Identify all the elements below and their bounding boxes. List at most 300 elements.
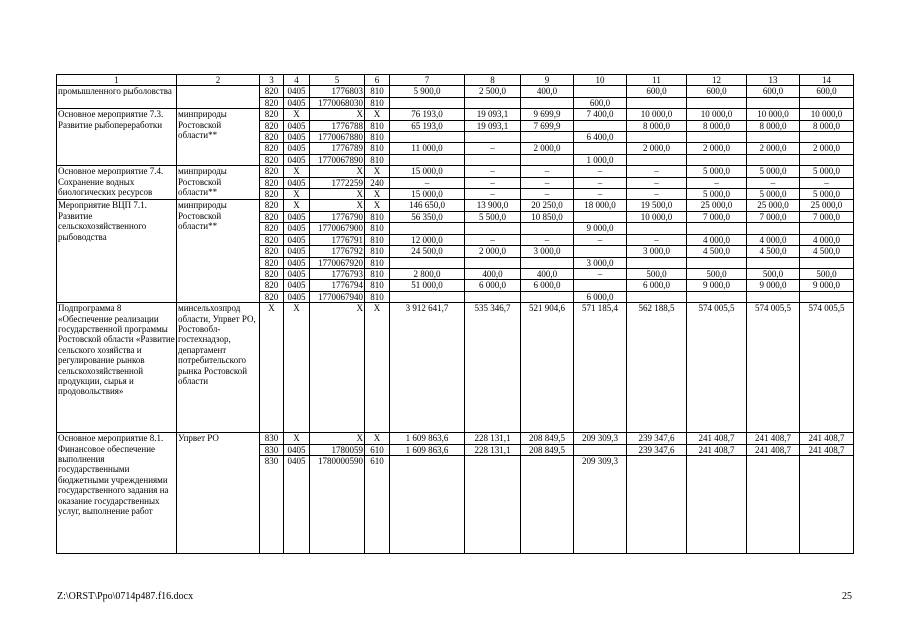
value-cell: 500,0 — [747, 268, 800, 279]
value-cell: 7 000,0 — [800, 211, 854, 222]
page-number: 25 — [842, 591, 852, 602]
agency-cell: минприроды Ростовской области** — [177, 166, 260, 200]
value-cell — [390, 223, 465, 234]
value-cell: 4 500,0 — [747, 246, 800, 257]
code-cell: 810 — [365, 154, 390, 165]
code-cell: X — [310, 200, 365, 211]
value-cell: 500,0 — [627, 268, 687, 279]
code-cell: 810 — [365, 280, 390, 291]
value-cell: 56 350,0 — [390, 211, 465, 222]
code-cell: 810 — [365, 291, 390, 302]
value-cell: 574 005,5 — [800, 303, 854, 433]
code-cell: 0405 — [284, 211, 310, 222]
code-cell: 820 — [260, 280, 284, 291]
code-cell: 0405 — [284, 291, 310, 302]
value-cell: 5 000,0 — [800, 189, 854, 200]
agency-cell: минприроды Ростовской области** — [177, 109, 260, 166]
value-cell: 5 000,0 — [687, 189, 747, 200]
code-cell: 0405 — [284, 444, 310, 455]
value-cell — [465, 132, 521, 143]
value-cell — [574, 246, 627, 257]
value-cell: 6 000,0 — [574, 291, 627, 302]
value-cell — [687, 132, 747, 143]
table-row — [57, 109, 854, 120]
value-cell — [627, 154, 687, 165]
value-cell — [687, 154, 747, 165]
value-cell: 600,0 — [627, 86, 687, 97]
header-cell: 8 — [465, 75, 521, 86]
code-cell: 0405 — [284, 268, 310, 279]
value-cell: – — [521, 234, 574, 245]
value-cell: 2 000,0 — [465, 246, 521, 257]
value-cell — [465, 154, 521, 165]
code-cell: X — [365, 109, 390, 120]
code-cell: 1780000590 — [310, 455, 365, 553]
value-cell: – — [521, 189, 574, 200]
code-cell: 1776791 — [310, 234, 365, 245]
value-cell — [800, 132, 854, 143]
value-cell: 25 000,0 — [800, 200, 854, 211]
header-cell: 7 — [390, 75, 465, 86]
value-cell: 9 000,0 — [747, 280, 800, 291]
code-cell: 810 — [365, 211, 390, 222]
code-cell: 610 — [365, 455, 390, 553]
value-cell: 241 408,7 — [687, 433, 747, 444]
value-cell: 209 309,3 — [574, 455, 627, 553]
header-row — [57, 75, 854, 86]
code-cell: 1776788 — [310, 120, 365, 131]
value-cell — [390, 97, 465, 108]
value-cell — [574, 280, 627, 291]
value-cell: 8 000,0 — [687, 120, 747, 131]
header-cell: 6 — [365, 75, 390, 86]
value-cell: 500,0 — [800, 268, 854, 279]
value-cell: 76 193,0 — [390, 109, 465, 120]
code-cell: 810 — [365, 86, 390, 97]
value-cell: 5 000,0 — [747, 166, 800, 177]
value-cell — [574, 444, 627, 455]
value-cell: 400,0 — [521, 86, 574, 97]
value-cell: 1 609 863,6 — [390, 433, 465, 444]
value-cell: – — [574, 166, 627, 177]
code-cell: 0405 — [284, 246, 310, 257]
value-cell: 9 699,9 — [521, 109, 574, 120]
table-row — [57, 433, 854, 444]
value-cell — [747, 132, 800, 143]
row-name-cell: Основное мероприятие 7.4. Сохранение водных биологических ресурсов — [57, 166, 177, 200]
value-cell: 7 000,0 — [747, 211, 800, 222]
agency-cell: минсельхозпрод области, Упрвет РО, Ростовобл-гостехнадзор, департамент потребительского рынка Ростовской области — [177, 303, 260, 433]
value-cell: 1 609 863,6 — [390, 444, 465, 455]
value-cell: 7 000,0 — [687, 211, 747, 222]
code-cell: 0405 — [284, 223, 310, 234]
value-cell — [627, 455, 687, 553]
value-cell — [574, 86, 627, 97]
value-cell: 19 093,1 — [465, 120, 521, 131]
value-cell: 2 000,0 — [521, 143, 574, 154]
code-cell: 1776803 — [310, 86, 365, 97]
code-cell: 810 — [365, 97, 390, 108]
row-name-cell: Мероприятие ВЦП 7.1. Развитие сельскохозяйственного рыбоводства — [57, 200, 177, 303]
header-cell: 3 — [260, 75, 284, 86]
code-cell: X — [365, 166, 390, 177]
code-cell: 1776793 — [310, 268, 365, 279]
value-cell — [687, 291, 747, 302]
value-cell — [465, 223, 521, 234]
code-cell: 820 — [260, 97, 284, 108]
value-cell — [800, 291, 854, 302]
value-cell: 208 849,5 — [521, 433, 574, 444]
value-cell: 25 000,0 — [687, 200, 747, 211]
header-cell: 11 — [627, 75, 687, 86]
code-cell: X — [310, 303, 365, 433]
value-cell — [390, 154, 465, 165]
value-cell — [574, 143, 627, 154]
code-cell: X — [284, 433, 310, 444]
value-cell: 400,0 — [465, 268, 521, 279]
value-cell: 2 000,0 — [747, 143, 800, 154]
header-cell: 12 — [687, 75, 747, 86]
table-row — [57, 303, 854, 433]
header-cell: 1 — [57, 75, 177, 86]
value-cell — [627, 132, 687, 143]
row-name-cell: Основное мероприятие 7.3. Развитие рыбопереработки — [57, 109, 177, 166]
value-cell: 1 000,0 — [574, 154, 627, 165]
value-cell: 10 000,0 — [627, 109, 687, 120]
table-row — [57, 166, 854, 177]
code-cell: 820 — [260, 234, 284, 245]
value-cell: 3 000,0 — [521, 246, 574, 257]
code-cell: 830 — [260, 455, 284, 553]
value-cell: – — [627, 234, 687, 245]
value-cell: – — [687, 177, 747, 188]
header-cell: 10 — [574, 75, 627, 86]
code-cell: 240 — [365, 177, 390, 188]
value-cell: 500,0 — [687, 268, 747, 279]
value-cell — [465, 97, 521, 108]
value-cell: 239 347,6 — [627, 444, 687, 455]
value-cell: 7 699,9 — [521, 120, 574, 131]
value-cell: 241 408,7 — [747, 444, 800, 455]
value-cell — [687, 97, 747, 108]
value-cell: 239 347,6 — [627, 433, 687, 444]
code-cell: 820 — [260, 200, 284, 211]
code-cell: 610 — [365, 444, 390, 455]
code-cell: 820 — [260, 189, 284, 200]
value-cell: 600,0 — [574, 97, 627, 108]
code-cell: X — [365, 200, 390, 211]
code-cell: 820 — [260, 246, 284, 257]
code-cell: 820 — [260, 120, 284, 131]
value-cell — [747, 223, 800, 234]
value-cell: – — [574, 234, 627, 245]
value-cell — [687, 455, 747, 553]
value-cell: 4 500,0 — [687, 246, 747, 257]
value-cell: 4 500,0 — [800, 246, 854, 257]
code-cell: 1770067920 — [310, 257, 365, 268]
value-cell — [390, 455, 465, 553]
value-cell: 5 000,0 — [747, 189, 800, 200]
value-cell — [390, 291, 465, 302]
code-cell: 1776790 — [310, 211, 365, 222]
value-cell — [800, 257, 854, 268]
value-cell — [465, 291, 521, 302]
code-cell: 810 — [365, 257, 390, 268]
value-cell: 2 000,0 — [800, 143, 854, 154]
code-cell: 1780059 — [310, 444, 365, 455]
value-cell: – — [574, 268, 627, 279]
value-cell: 5 000,0 — [687, 166, 747, 177]
value-cell — [521, 154, 574, 165]
code-cell: 830 — [260, 444, 284, 455]
value-cell: 574 005,5 — [687, 303, 747, 433]
code-cell: X — [310, 189, 365, 200]
value-cell: 15 000,0 — [390, 189, 465, 200]
value-cell: 3 000,0 — [574, 257, 627, 268]
code-cell: 820 — [260, 143, 284, 154]
value-cell — [627, 97, 687, 108]
code-cell: 1770068030 — [310, 97, 365, 108]
code-cell: 1770067940 — [310, 291, 365, 302]
value-cell: 3 912 641,7 — [390, 303, 465, 433]
value-cell: – — [747, 177, 800, 188]
value-cell — [574, 211, 627, 222]
value-cell: 228 131,1 — [465, 433, 521, 444]
value-cell: 4 000,0 — [800, 234, 854, 245]
value-cell — [687, 257, 747, 268]
value-cell: 10 850,0 — [521, 211, 574, 222]
value-cell: 2 800,0 — [390, 268, 465, 279]
value-cell: 8 000,0 — [747, 120, 800, 131]
value-cell — [800, 154, 854, 165]
value-cell: 10 000,0 — [747, 109, 800, 120]
value-cell: 209 309,3 — [574, 433, 627, 444]
value-cell: – — [574, 177, 627, 188]
value-cell: 5 900,0 — [390, 86, 465, 97]
code-cell: 810 — [365, 234, 390, 245]
value-cell: 400,0 — [521, 268, 574, 279]
value-cell: 9 000,0 — [800, 280, 854, 291]
value-cell — [521, 291, 574, 302]
code-cell: 820 — [260, 268, 284, 279]
header-cell: 13 — [747, 75, 800, 86]
code-cell: X — [310, 109, 365, 120]
value-cell: 562 188,5 — [627, 303, 687, 433]
row-name-cell: промышленного рыболовства — [57, 86, 177, 109]
value-cell: 6 400,0 — [574, 132, 627, 143]
header-cell: 4 — [284, 75, 310, 86]
code-cell: 820 — [260, 211, 284, 222]
value-cell: 8 000,0 — [627, 120, 687, 131]
code-cell: X — [284, 189, 310, 200]
value-cell: 5 500,0 — [465, 211, 521, 222]
code-cell: X — [365, 303, 390, 433]
value-cell: 7 400,0 — [574, 109, 627, 120]
value-cell: 3 000,0 — [627, 246, 687, 257]
value-cell: 146 650,0 — [390, 200, 465, 211]
value-cell: – — [627, 166, 687, 177]
value-cell: – — [390, 177, 465, 188]
value-cell — [747, 154, 800, 165]
agency-cell: минприроды Ростовской области** — [177, 200, 260, 303]
code-cell: 1776792 — [310, 246, 365, 257]
value-cell: 241 408,7 — [687, 444, 747, 455]
value-cell: 5 000,0 — [800, 166, 854, 177]
budget-table — [56, 74, 854, 554]
code-cell: X — [310, 433, 365, 444]
value-cell: 6 000,0 — [465, 280, 521, 291]
code-cell: 1770067900 — [310, 223, 365, 234]
code-cell: 1776789 — [310, 143, 365, 154]
value-cell: 15 000,0 — [390, 166, 465, 177]
value-cell: – — [521, 177, 574, 188]
code-cell: 1770067880 — [310, 132, 365, 143]
value-cell — [800, 97, 854, 108]
code-cell: 820 — [260, 223, 284, 234]
value-cell: 9 000,0 — [574, 223, 627, 234]
value-cell: – — [465, 143, 521, 154]
code-cell: 0405 — [284, 234, 310, 245]
code-cell: X — [284, 200, 310, 211]
value-cell: 574 005,5 — [747, 303, 800, 433]
value-cell: 6 000,0 — [521, 280, 574, 291]
value-cell: 65 193,0 — [390, 120, 465, 131]
value-cell: 8 000,0 — [800, 120, 854, 131]
code-cell: 820 — [260, 154, 284, 165]
code-cell: 0405 — [284, 86, 310, 97]
code-cell: X — [284, 303, 310, 433]
value-cell: 521 904,6 — [521, 303, 574, 433]
value-cell: 241 408,7 — [747, 433, 800, 444]
value-cell: 600,0 — [800, 86, 854, 97]
agency-cell — [177, 86, 260, 109]
code-cell: 820 — [260, 166, 284, 177]
value-cell: 571 185,4 — [574, 303, 627, 433]
code-cell: 820 — [260, 109, 284, 120]
table-row — [57, 86, 854, 97]
value-cell: 241 408,7 — [800, 444, 854, 455]
value-cell — [390, 257, 465, 268]
code-cell: 0405 — [284, 132, 310, 143]
code-cell: 0405 — [284, 455, 310, 553]
value-cell: 535 346,7 — [465, 303, 521, 433]
value-cell: – — [800, 177, 854, 188]
value-cell: 13 900,0 — [465, 200, 521, 211]
value-cell: – — [627, 177, 687, 188]
value-cell: – — [465, 166, 521, 177]
value-cell — [521, 223, 574, 234]
header-cell: 5 — [310, 75, 365, 86]
value-cell — [747, 97, 800, 108]
row-name-cell: Основное мероприятие 8.1. Финансовое обеспечение выполнения государственными бюджетными учреждениями государственного задания на оказание государственных услуг, выполнение работ — [57, 433, 177, 554]
agency-cell: Упрвет РО — [177, 433, 260, 554]
value-cell: – — [521, 166, 574, 177]
code-cell: 810 — [365, 268, 390, 279]
value-cell — [521, 257, 574, 268]
code-cell: 0405 — [284, 120, 310, 131]
value-cell: 228 131,1 — [465, 444, 521, 455]
value-cell — [627, 291, 687, 302]
code-cell: 1772259 — [310, 177, 365, 188]
value-cell: – — [627, 189, 687, 200]
value-cell: 9 000,0 — [687, 280, 747, 291]
value-cell — [747, 291, 800, 302]
value-cell: 19 093,1 — [465, 109, 521, 120]
value-cell: 6 000,0 — [627, 280, 687, 291]
value-cell: 600,0 — [747, 86, 800, 97]
value-cell — [687, 223, 747, 234]
code-cell: 810 — [365, 143, 390, 154]
value-cell — [800, 223, 854, 234]
value-cell: 4 000,0 — [687, 234, 747, 245]
value-cell: 24 500,0 — [390, 246, 465, 257]
code-cell: X — [310, 166, 365, 177]
code-cell: X — [284, 109, 310, 120]
value-cell — [627, 223, 687, 234]
code-cell: 810 — [365, 132, 390, 143]
value-cell: 4 000,0 — [747, 234, 800, 245]
value-cell: 12 000,0 — [390, 234, 465, 245]
code-cell: 1776794 — [310, 280, 365, 291]
value-cell — [465, 257, 521, 268]
code-cell: 820 — [260, 291, 284, 302]
code-cell: 810 — [365, 120, 390, 131]
value-cell: 600,0 — [687, 86, 747, 97]
code-cell: 0405 — [284, 177, 310, 188]
header-cell: 2 — [177, 75, 260, 86]
value-cell: 18 000,0 — [574, 200, 627, 211]
code-cell: 0405 — [284, 280, 310, 291]
code-cell: X — [365, 433, 390, 444]
code-cell: X — [284, 166, 310, 177]
file-path: Z:\ORST\Ppo\0714p487.f16.docx — [57, 591, 194, 602]
value-cell: 10 000,0 — [627, 211, 687, 222]
value-cell: – — [465, 177, 521, 188]
header-cell: 9 — [521, 75, 574, 86]
value-cell: 208 849,5 — [521, 444, 574, 455]
value-cell: 241 408,7 — [800, 433, 854, 444]
value-cell: 11 000,0 — [390, 143, 465, 154]
value-cell — [390, 132, 465, 143]
code-cell: 810 — [365, 223, 390, 234]
code-cell: 820 — [260, 132, 284, 143]
value-cell — [800, 455, 854, 553]
code-cell: 820 — [260, 257, 284, 268]
value-cell — [747, 257, 800, 268]
value-cell: – — [465, 189, 521, 200]
value-cell — [521, 97, 574, 108]
value-cell: 19 500,0 — [627, 200, 687, 211]
value-cell — [574, 120, 627, 131]
code-cell: 820 — [260, 177, 284, 188]
value-cell: 51 000,0 — [390, 280, 465, 291]
value-cell: 2 000,0 — [687, 143, 747, 154]
code-cell: 0405 — [284, 143, 310, 154]
code-cell: 1770067890 — [310, 154, 365, 165]
value-cell — [627, 257, 687, 268]
value-cell: 10 000,0 — [687, 109, 747, 120]
header-cell: 14 — [800, 75, 854, 86]
code-cell: 0405 — [284, 154, 310, 165]
value-cell: 2 500,0 — [465, 86, 521, 97]
value-cell: – — [574, 189, 627, 200]
value-cell — [521, 455, 574, 553]
value-cell — [747, 455, 800, 553]
code-cell: X — [365, 189, 390, 200]
code-cell: 820 — [260, 86, 284, 97]
value-cell: 2 000,0 — [627, 143, 687, 154]
value-cell: 20 250,0 — [521, 200, 574, 211]
